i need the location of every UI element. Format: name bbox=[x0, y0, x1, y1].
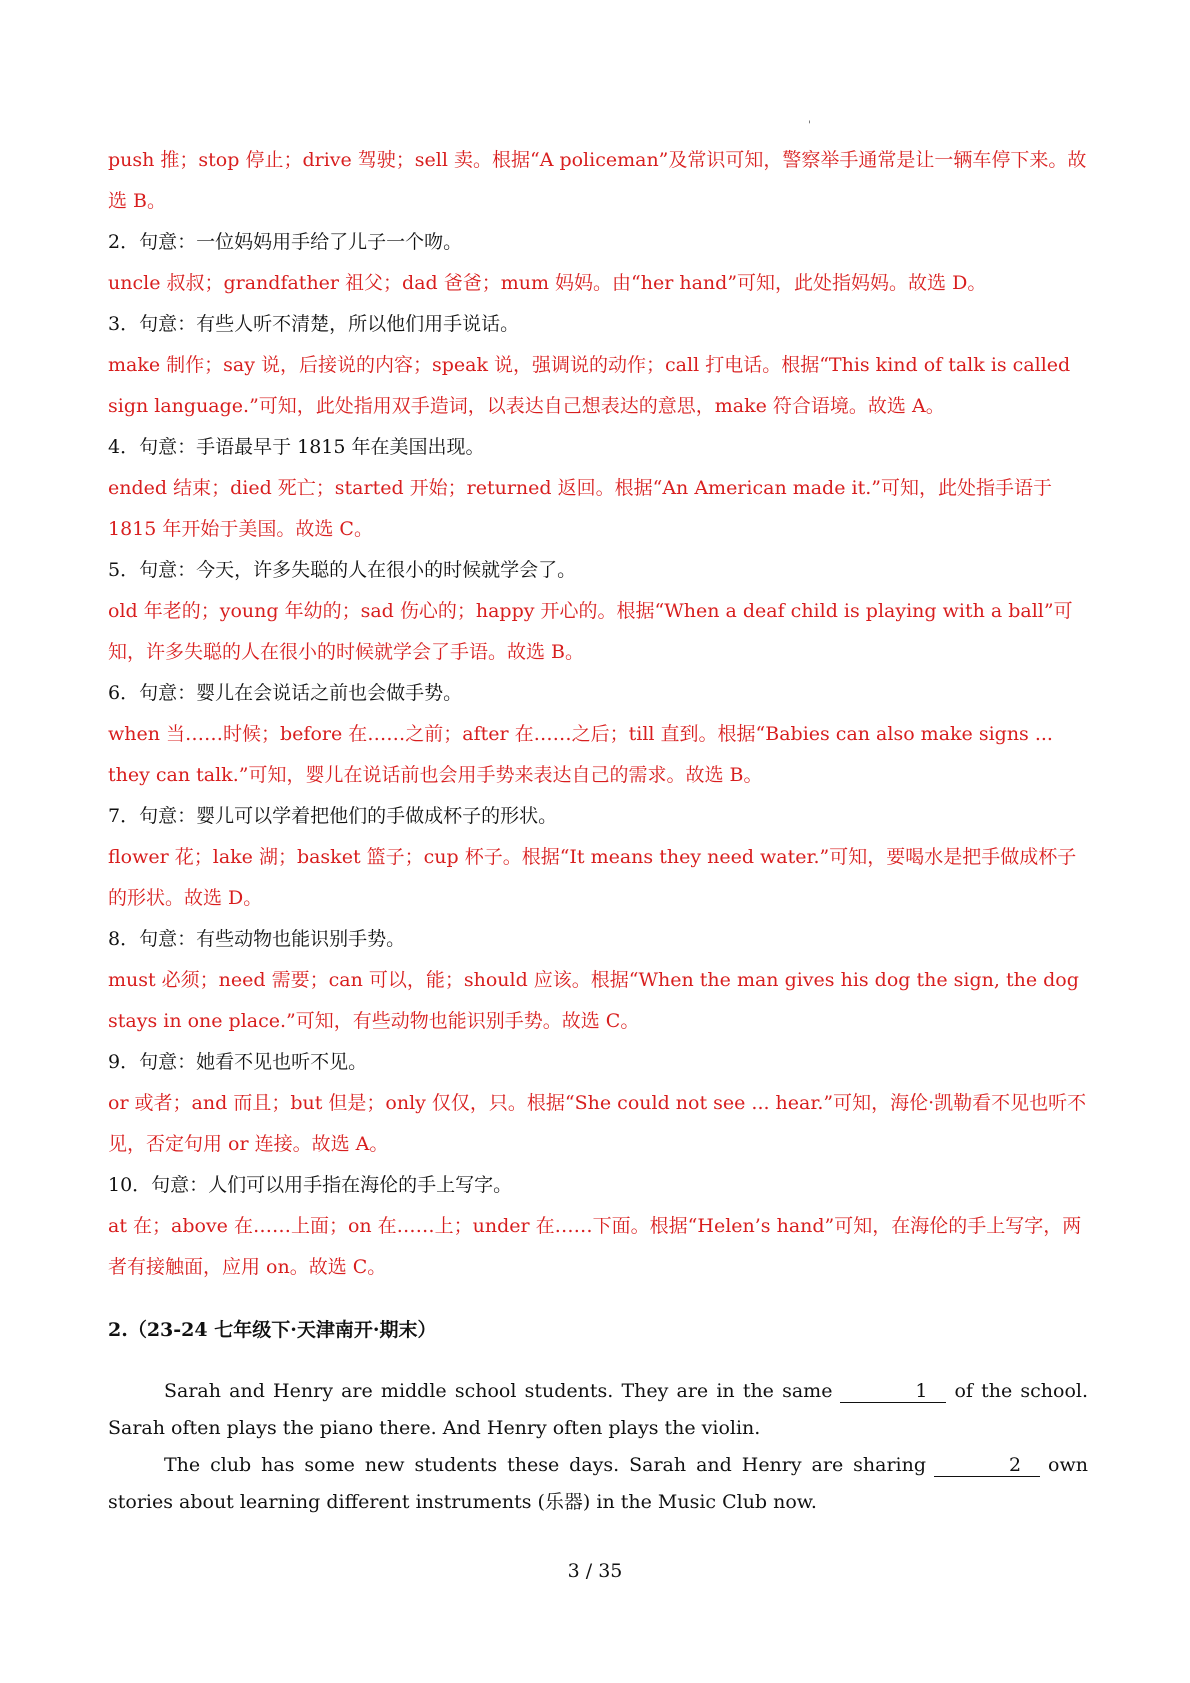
top-mark: ' bbox=[808, 120, 811, 131]
explanation-note: or 或者；and 而且；but 但是；only 仅仅，只。根据“She could not see ... hear.”可知，海伦·凯勒看不见也听不见，否定句用 or 连接。故选 A。 bbox=[108, 1092, 1087, 1155]
sentence-meaning: 5．句意：今天，许多失聪的人在很小的时候就学会了。 bbox=[108, 559, 577, 581]
sentence-meaning: 3．句意：有些人听不清楚，所以他们用手说话。 bbox=[108, 313, 520, 335]
passage-text: Sarah and Henry are middle school students. They are in the same bbox=[164, 1380, 833, 1402]
cloze-blank-1: 1 bbox=[840, 1380, 946, 1403]
explanation-note: when 当……时候；before 在……之前；after 在……之后；till 直到。根据“Babies can also make signs ... they can talk.”可知，婴儿在说话前也会用手势来表达自己的需求。故选 B。 bbox=[108, 723, 1053, 786]
explanation-note: ended 结束；died 死亡；started 开始；returned 返回。根据“An American made it.”可知，此处指手语于 1815 年开始于美国。故选 C。 bbox=[108, 477, 1052, 540]
cloze-passage bbox=[108, 1373, 1088, 1521]
explanation-note: old 年老的；young 年幼的；sad 伤心的；happy 开心的。根据“When a deaf child is playing with a ball”可知，许多失聪的人在很小的时候就学会了手语。故选 B。 bbox=[108, 600, 1073, 663]
page-number bbox=[0, 1560, 1190, 1582]
page-separator: / bbox=[585, 1560, 593, 1582]
passage-text: of the school. Sarah often plays the piano there. And Henry often plays the violin. bbox=[108, 1380, 1089, 1439]
explanation-note: uncle 叔叔；grandfather 祖父；dad 爸爸；mum 妈妈。由“her hand”可知，此处指妈妈。故选 D。 bbox=[108, 272, 987, 294]
sentence-meaning: 8．句意：有些动物也能识别手势。 bbox=[108, 928, 406, 950]
section-title: 2.（23-24 七年级下·天津南开·期末） bbox=[108, 1319, 437, 1341]
current-page: 3 bbox=[567, 1560, 580, 1582]
explanation-note: at 在；above 在……上面；on 在……上；under 在……下面。根据“Helen’s hand”可知，在海伦的手上写字，两者有接触面，应用 on。故选 C。 bbox=[108, 1215, 1082, 1278]
page-content bbox=[108, 140, 1088, 1521]
explanation-note: make 制作；say 说，后接说的内容；speak 说，强调说的动作；call 打电话。根据“This kind of talk is called sign language.”可知，此处指用双手造词，以表达自己想表达的意思，make 符合语境。故选 A。 bbox=[108, 354, 1071, 417]
passage-text: own stories about learning different instruments (乐器) in the Music Club now. bbox=[108, 1454, 1088, 1513]
sentence-meaning: 6．句意：婴儿在会说话之前也会做手势。 bbox=[108, 682, 463, 704]
sentence-meaning: 9．句意：她看不见也听不见。 bbox=[108, 1051, 368, 1073]
explanations-block bbox=[108, 140, 1088, 1288]
total-pages: 35 bbox=[598, 1560, 623, 1582]
explanation-note: push 推；stop 停止；drive 驾驶；sell 卖。根据“A policeman”及常识可知，警察举手通常是让一辆车停下来。故选 B。 bbox=[108, 149, 1087, 212]
passage-text: The club has some new students these days. Sarah and Henry are sharing bbox=[164, 1454, 927, 1476]
passage-paragraph-2 bbox=[108, 1447, 1088, 1521]
sentence-meaning: 2．句意：一位妈妈用手给了儿子一个吻。 bbox=[108, 231, 463, 253]
passage-paragraph-1 bbox=[108, 1373, 1088, 1447]
explanation-note: flower 花；lake 湖；basket 篮子；cup 杯子。根据“It means they need water.”可知，要喝水是把手做成杯子的形状。故选 D。 bbox=[108, 846, 1077, 909]
cloze-blank-2: 2 bbox=[934, 1454, 1040, 1477]
sentence-meaning: 7．句意：婴儿可以学着把他们的手做成杯子的形状。 bbox=[108, 805, 558, 827]
sentence-meaning: 4．句意：手语最早于 1815 年在美国出现。 bbox=[108, 436, 485, 458]
explanation-note: must 必须；need 需要；can 可以，能；should 应该。根据“When the man gives his dog the sign, the dog stays in one place.”可知，有些动物也能识别手势。故选 C。 bbox=[108, 969, 1079, 1032]
sentence-meaning: 10．句意：人们可以用手指在海伦的手上写字。 bbox=[108, 1174, 513, 1196]
